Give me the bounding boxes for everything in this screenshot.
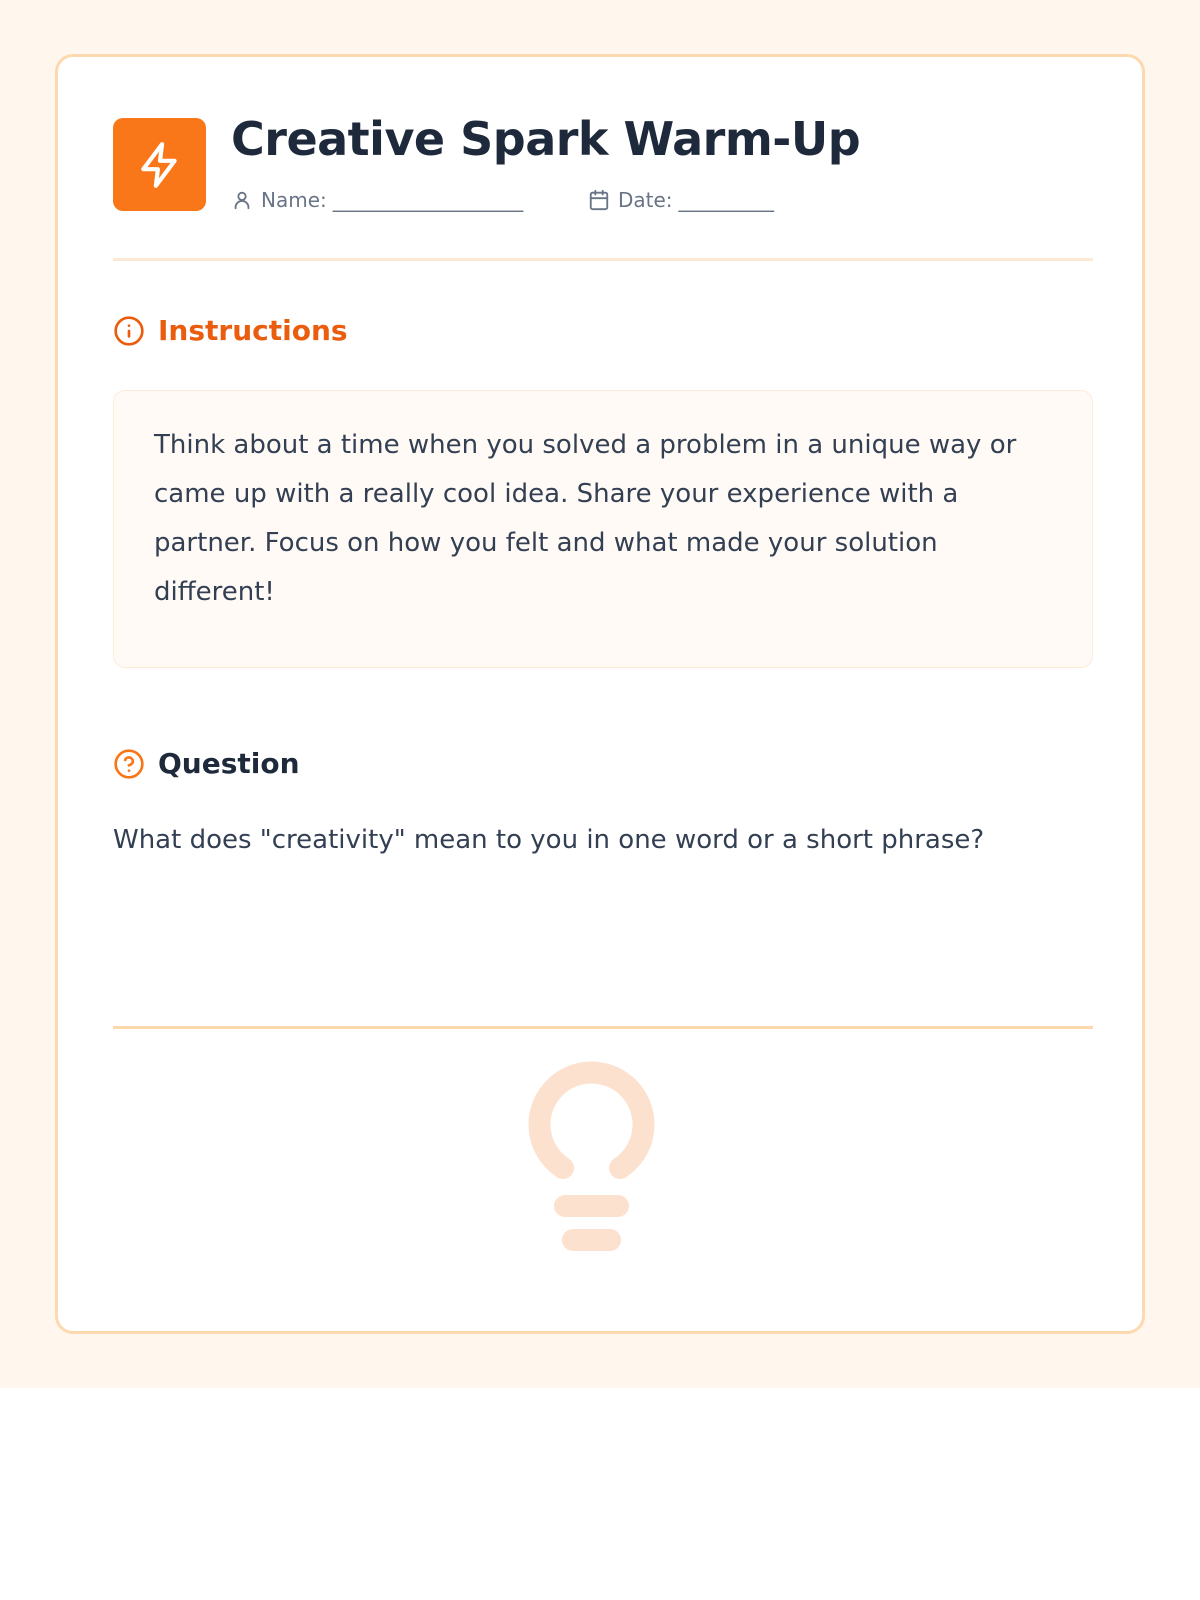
instructions-text: Think about a time when you solved a problem in a unique way or came up with a really cool idea. Share your experience with a partner. Focus on how you felt and what made your solution different!	[154, 430, 1017, 607]
date-blank-line[interactable]: __________	[678, 188, 774, 212]
question-circle-icon	[113, 748, 145, 780]
lightbulb-icon	[523, 1057, 658, 1267]
instructions-heading-label: Instructions	[158, 314, 348, 347]
name-field	[231, 185, 523, 215]
question-heading	[113, 747, 300, 780]
question-prompt: What does "creativity" mean to you in one word or a short phrase?	[113, 825, 985, 855]
lightning-bolt-icon	[135, 140, 185, 190]
info-circle-icon	[113, 315, 145, 347]
answer-line[interactable]	[113, 1026, 1093, 1029]
date-field	[588, 185, 774, 215]
instructions-heading	[113, 314, 348, 347]
instructions-box	[113, 390, 1093, 668]
user-icon	[231, 189, 253, 211]
date-label: Date:	[618, 188, 673, 212]
worksheet-logo	[113, 118, 206, 211]
name-label: Name:	[261, 188, 327, 212]
header-divider	[113, 258, 1093, 261]
question-heading-label: Question	[158, 747, 300, 780]
page-title: Creative Spark Warm-Up	[231, 112, 861, 166]
name-blank-line[interactable]: ____________________	[332, 188, 523, 212]
worksheet-card	[55, 54, 1145, 1334]
calendar-icon	[588, 189, 610, 211]
